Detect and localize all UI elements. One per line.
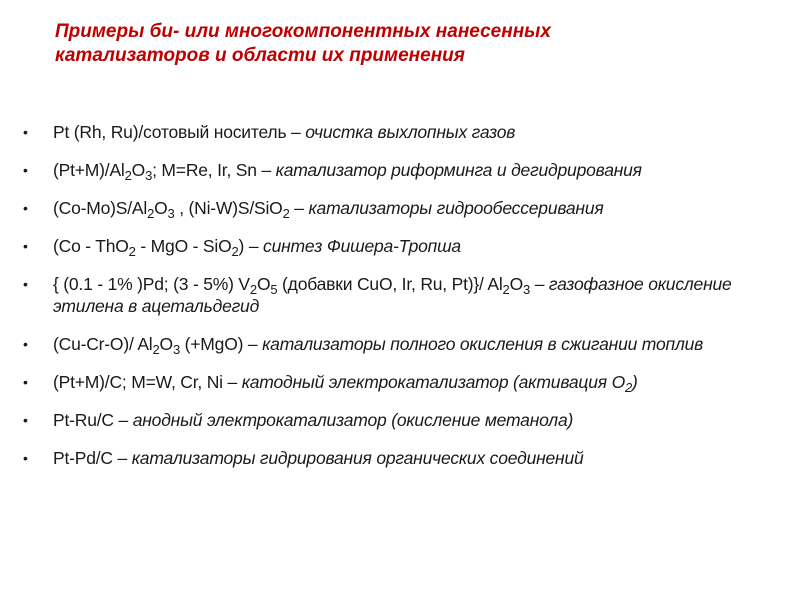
text-segment: синтез Фишера-Тропша — [263, 236, 461, 256]
list-item — [0, 159, 800, 181]
catalyst-formula — [53, 122, 286, 142]
subscript: 2 — [128, 244, 136, 259]
text-segment: (Pt+M)/Al — [53, 160, 125, 180]
subscript: 2 — [231, 244, 239, 259]
text-segment: очистка выхлопных газов — [305, 122, 516, 142]
list-item — [0, 121, 800, 143]
text-segment: O — [256, 274, 271, 294]
application-description — [308, 198, 603, 218]
list-item — [0, 273, 800, 317]
separator-dash: – — [286, 122, 306, 142]
subscript: 5 — [270, 282, 278, 297]
bullet-icon: • — [23, 200, 28, 216]
catalyst-formula — [53, 160, 257, 183]
text-segment: (добавки CuO, Ir, Ru, Pt)}/ Al — [277, 274, 503, 294]
catalyst-formula — [53, 274, 531, 297]
list-item — [0, 409, 800, 431]
subscript: 3 — [167, 206, 175, 221]
list-item — [0, 333, 800, 355]
text-segment: O — [509, 274, 523, 294]
separator-dash: – — [530, 274, 549, 294]
separator-dash: – — [227, 372, 242, 392]
catalyst-formula — [53, 372, 228, 392]
text-segment: ) — [238, 236, 245, 256]
text-segment: (Co-Mo)S/Al — [53, 198, 148, 218]
text-segment: - MgO - SiO — [135, 236, 232, 256]
catalyst-formula — [53, 334, 244, 357]
subscript: 2 — [502, 282, 510, 297]
application-description — [133, 410, 573, 430]
text-segment: Pt-Pd/C — [53, 448, 118, 468]
subscript: 3 — [523, 282, 531, 297]
bullet-icon: • — [23, 276, 28, 292]
text-segment: (+MgO) — [179, 334, 244, 354]
separator-dash: – — [117, 448, 132, 468]
bullet-icon: • — [23, 412, 28, 428]
text-segment: катализаторы гидрообессеривания — [308, 198, 604, 218]
subscript: 3 — [145, 168, 153, 183]
separator-dash: – — [244, 236, 264, 256]
subscript: 2 — [124, 168, 132, 183]
application-description — [241, 372, 638, 395]
text-segment: катализаторы гидрирования органических соединений — [131, 448, 584, 468]
application-description — [263, 236, 461, 256]
bullet-icon: • — [23, 450, 28, 466]
bullet-icon: • — [23, 374, 28, 390]
subscript: 2 — [147, 206, 155, 221]
application-description — [132, 448, 584, 468]
separator-dash: – — [256, 160, 276, 180]
catalyst-formula — [53, 410, 119, 430]
text-segment: (Pt+M)/C; M=W, Cr, Ni — [53, 372, 228, 392]
list-item — [0, 371, 800, 393]
list-item — [0, 447, 800, 469]
text-segment: ) — [632, 372, 638, 392]
separator-dash: – — [243, 334, 263, 354]
text-segment: газофазное окисление этилена в ацетальдегид — [53, 274, 732, 316]
text-segment: Pt (Rh, Ru)/сотовый носитель — [53, 122, 287, 142]
bullet-icon: • — [23, 124, 28, 140]
subscript: 3 — [172, 342, 180, 357]
list-item — [0, 197, 800, 219]
application-description — [305, 122, 515, 142]
application-description — [276, 160, 642, 180]
list-item — [0, 235, 800, 257]
separator-dash: – — [289, 198, 309, 218]
bullet-icon: • — [23, 336, 28, 352]
text-segment: Pt-Ru/C — [53, 410, 119, 430]
text-segment: (Co - ThO — [53, 236, 129, 256]
subscript: 2 — [249, 282, 257, 297]
text-segment: катодный электрокатализатор (активация O — [241, 372, 625, 392]
text-segment: катализаторы полного окисления в сжигании топлив — [262, 334, 704, 354]
text-segment: O — [154, 198, 168, 218]
text-segment: , (Ni-W)S/SiO — [174, 198, 283, 218]
application-description — [262, 334, 703, 354]
catalyst-list — [0, 121, 800, 485]
catalyst-formula — [53, 198, 290, 221]
text-segment: ; M=Re, Ir, Sn — [152, 160, 257, 180]
title-line-2: катализаторов и области их применения — [55, 45, 465, 66]
text-segment: анодный электрокатализатор (окисление метанола) — [132, 410, 574, 430]
text-segment: O — [131, 160, 146, 180]
title-line-1: Примеры би- или многокомпонентных нанесенных — [55, 21, 551, 42]
separator-dash: – — [118, 410, 133, 430]
subscript: 2 — [152, 342, 160, 357]
bullet-icon: • — [23, 162, 28, 178]
catalyst-formula — [53, 448, 118, 468]
subscript: 2 — [282, 206, 290, 221]
text-segment: O — [159, 334, 173, 354]
subscript: 2 — [624, 380, 633, 395]
text-segment: катализатор риформинга и дегидрирования — [275, 160, 642, 180]
text-segment: { (0.1 - 1% )Pd; (3 - 5%) V — [53, 274, 250, 294]
slide-title — [55, 20, 675, 68]
bullet-icon: • — [23, 238, 28, 254]
catalyst-formula — [53, 236, 245, 259]
text-segment: (Cu-Cr-O)/ Al — [53, 334, 153, 354]
